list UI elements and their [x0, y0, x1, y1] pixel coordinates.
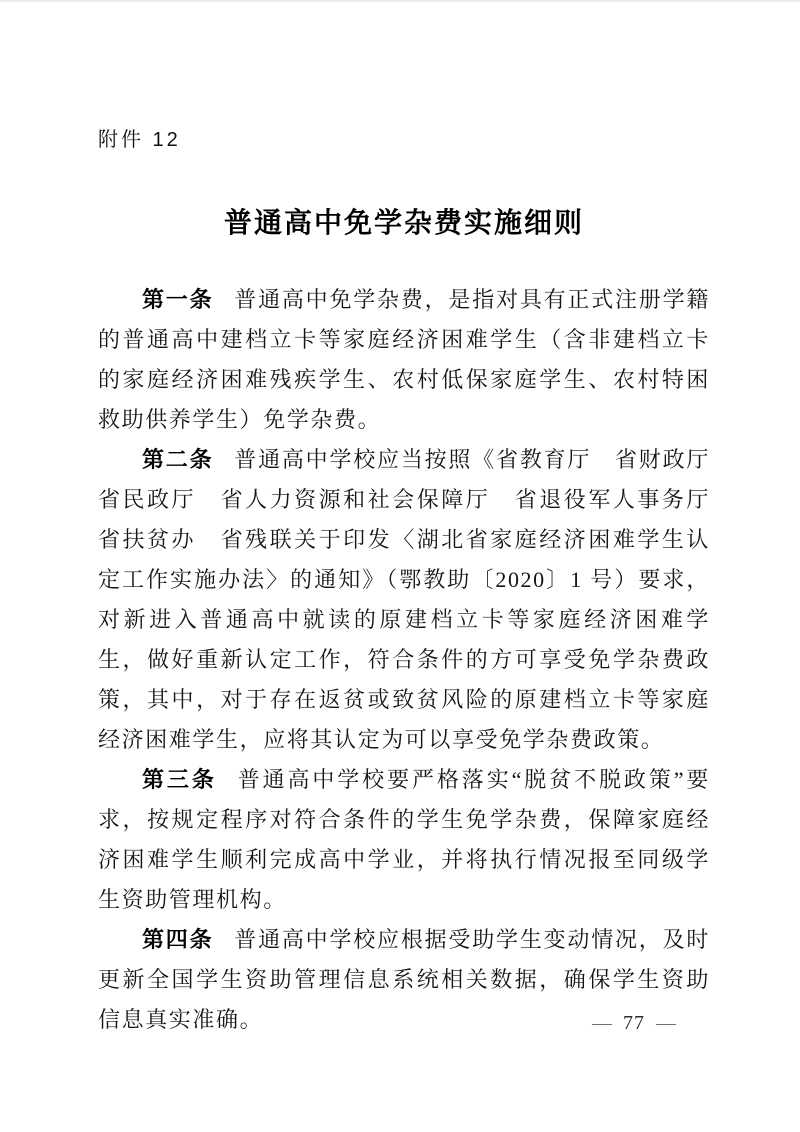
article-2-text: 普通高中学校应当按照《省教育厅 省财政厅 省民政厅 省人力资源和社会保障厅 省退役军人事务厅 省扶贫办 省残联关于印发〈湖北省家庭经济困难学生认定工作实施办法〉的通知》（鄂教助〔2020〕1 号）要求，对新进入普通高中就读的原建档立卡等家庭经济困难学生，做好重新认定工作，符合条件的方可享受免学杂费政策，其中，对于存在返贫或致贫风险的原建档立卡等家庭经济困难学生，应将其认定为可以享受免学杂费政策。	[98, 447, 734, 752]
article-3-text: 普通高中学校要严格落实“脱贫不脱政策”要求，按规定程序对符合条件的学生免学杂费，保障家庭经济困难学生顺利完成高中学业，并将执行情况报至同级学生资助管理机构。	[98, 767, 710, 912]
document-body	[98, 280, 734, 1040]
page-number-value: 77	[623, 1012, 645, 1034]
article-1-paragraph	[98, 280, 710, 440]
article-3-paragraph	[98, 760, 710, 920]
attachment-label: 附件 12	[98, 129, 181, 151]
document-content	[0, 2, 800, 1040]
article-1-text: 普通高中免学杂费，是指对具有正式注册学籍的普通高中建档立卡等家庭经济困难学生（含非建档立卡的家庭经济困难残疾学生、农村低保家庭学生、农村特困救助供养学生）免学杂费。	[98, 287, 710, 432]
document-title: 普通高中免学杂费实施细则	[223, 208, 584, 239]
article-3-number: 第三条	[142, 767, 217, 792]
page-number	[592, 1010, 676, 1036]
article-2-number: 第二条	[142, 447, 214, 472]
article-4-text: 普通高中学校应根据受助学生变动情况，及时更新全国学生资助管理信息系统相关数据，确保学生资助信息真实准确。	[98, 927, 710, 1032]
page-number-left-dash: —	[592, 1012, 612, 1034]
article-1-number: 第一条	[142, 287, 214, 312]
page-number-right-dash: —	[656, 1012, 676, 1034]
article-4-number: 第四条	[142, 927, 214, 952]
article-2-paragraph	[98, 440, 734, 760]
